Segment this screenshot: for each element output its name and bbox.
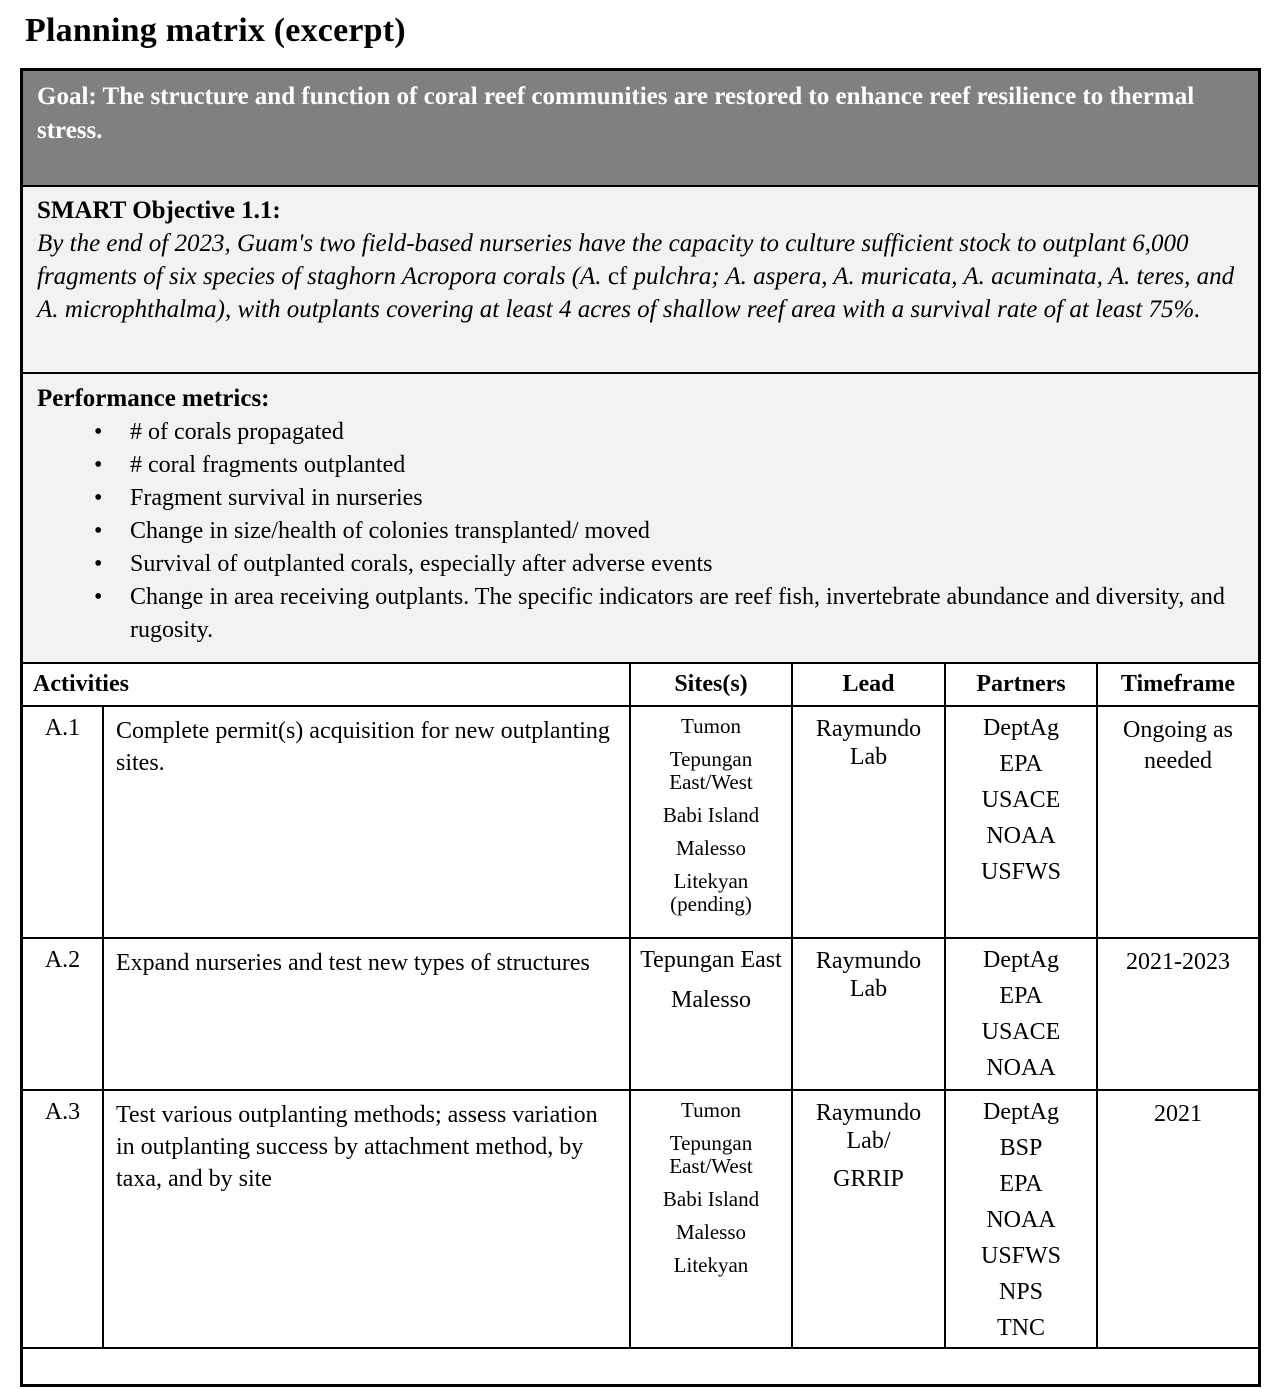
list-item: Litekyan (pending)	[670, 869, 752, 916]
list-item: Tepungan East/West	[669, 747, 753, 794]
page-title: Planning matrix (excerpt)	[25, 12, 406, 49]
list-item: EPA	[999, 983, 1043, 1009]
list-item: NOAA	[986, 1055, 1056, 1081]
list-item: Tumon	[681, 1098, 741, 1122]
list-item: USACE	[981, 1019, 1061, 1045]
activity-description: Test various outplanting methods; assess variation in outplanting success by attachment method, by taxa, and by site	[102, 1089, 629, 1347]
lead-cell	[791, 1089, 944, 1347]
partners-cell	[944, 937, 1096, 1089]
list-item: USACE	[981, 787, 1061, 813]
sites-cell	[629, 937, 791, 1089]
lead-cell	[791, 937, 944, 1089]
list-item: Tepungan East/West	[669, 1131, 753, 1178]
list-item: • # of corals propagated	[37, 416, 1244, 449]
timeframe-cell: Ongoing as needed	[1096, 705, 1258, 937]
list-item: • Survival of outplanted corals, especially after adverse events	[37, 548, 1244, 581]
activity-description: Complete permit(s) acquisition for new outplanting sites.	[102, 705, 629, 937]
list-item: EPA	[999, 1171, 1043, 1197]
objective-cf-abbrev: cf	[607, 263, 628, 290]
performance-metrics-section	[23, 372, 1258, 662]
empty-table-row	[23, 1347, 1258, 1384]
goal-banner	[23, 71, 1258, 185]
list-item: Malesso	[671, 987, 751, 1013]
activity-description: Expand nurseries and test new types of structures	[102, 937, 629, 1089]
list-item: TNC	[997, 1315, 1045, 1341]
column-header-lead: Lead	[791, 664, 944, 705]
list-item: DeptAg	[983, 1099, 1059, 1125]
list-item: Litekyan	[673, 1253, 749, 1277]
activity-code: A.2	[23, 937, 102, 1089]
list-item: Babi Island	[662, 1187, 760, 1211]
list-item: Raymundo Lab	[815, 716, 922, 770]
timeframe-cell: 2021	[1096, 1089, 1258, 1347]
list-item: NOAA	[986, 1207, 1056, 1233]
sites-cell	[629, 705, 791, 937]
list-item: NOAA	[986, 823, 1056, 849]
list-item: Malesso	[676, 1220, 746, 1244]
list-item: GRRIP	[833, 1166, 904, 1192]
list-item: USFWS	[980, 859, 1062, 885]
list-item: Malesso	[676, 836, 746, 860]
list-item: BSP	[999, 1135, 1043, 1161]
lead-cell	[791, 705, 944, 937]
list-item: DeptAg	[983, 715, 1059, 741]
list-item: • Fragment survival in nurseries	[37, 482, 1244, 515]
activity-code: A.1	[23, 705, 102, 937]
list-item: Tumon	[681, 714, 741, 738]
objective-text-part: By the end of 2023, Guam's two field-based nurseries have the capacity to culture sufficient stock to outplant 6,000 fragments of six species of staghorn Acropora corals (A.	[37, 230, 1189, 290]
column-header-partners: Partners	[944, 664, 1096, 705]
list-item: Raymundo Lab	[815, 948, 922, 1002]
list-item: DeptAg	[983, 947, 1059, 973]
planning-matrix-document	[20, 68, 1261, 1387]
partners-cell	[944, 1089, 1096, 1347]
performance-metrics-list	[37, 416, 1244, 647]
smart-objective-text	[37, 227, 1244, 326]
list-item: EPA	[999, 751, 1043, 777]
list-item: Tepungan East	[640, 947, 782, 973]
partners-cell	[944, 705, 1096, 937]
activity-code: A.3	[23, 1089, 102, 1347]
sites-cell	[629, 1089, 791, 1347]
column-header-sites: Sites(s)	[629, 664, 791, 705]
column-header-timeframe: Timeframe	[1096, 664, 1258, 705]
activities-table	[23, 662, 1258, 1384]
list-item: • # coral fragments outplanted	[37, 449, 1244, 482]
list-item: • Change in area receiving outplants. The specific indicators are reef fish, invertebrate abundance and diversity, and rugosity.	[37, 581, 1244, 647]
smart-objective-heading: SMART Objective 1.1:	[37, 197, 281, 224]
smart-objective-section	[23, 185, 1258, 372]
column-header-activities: Activities	[33, 671, 129, 697]
list-item: Babi Island	[662, 803, 760, 827]
goal-text: Goal: The structure and function of coral reef communities are restored to enhance reef resilience to thermal stress.	[37, 83, 1195, 144]
list-item: Raymundo Lab/	[815, 1100, 922, 1154]
performance-metrics-heading: Performance metrics:	[37, 385, 270, 412]
list-item: NPS	[998, 1279, 1044, 1305]
list-item: USFWS	[980, 1243, 1062, 1269]
list-item: • Change in size/health of colonies transplanted/ moved	[37, 515, 1244, 548]
timeframe-cell: 2021-2023	[1096, 937, 1258, 1089]
objective-text-part: pulchra; A. aspera, A. muricata, A. acuminata, A. teres, and A. microphthalma), with outplants covering at least 4 acres of shallow reef area with a survival rate of at least 75%.	[37, 263, 1235, 323]
